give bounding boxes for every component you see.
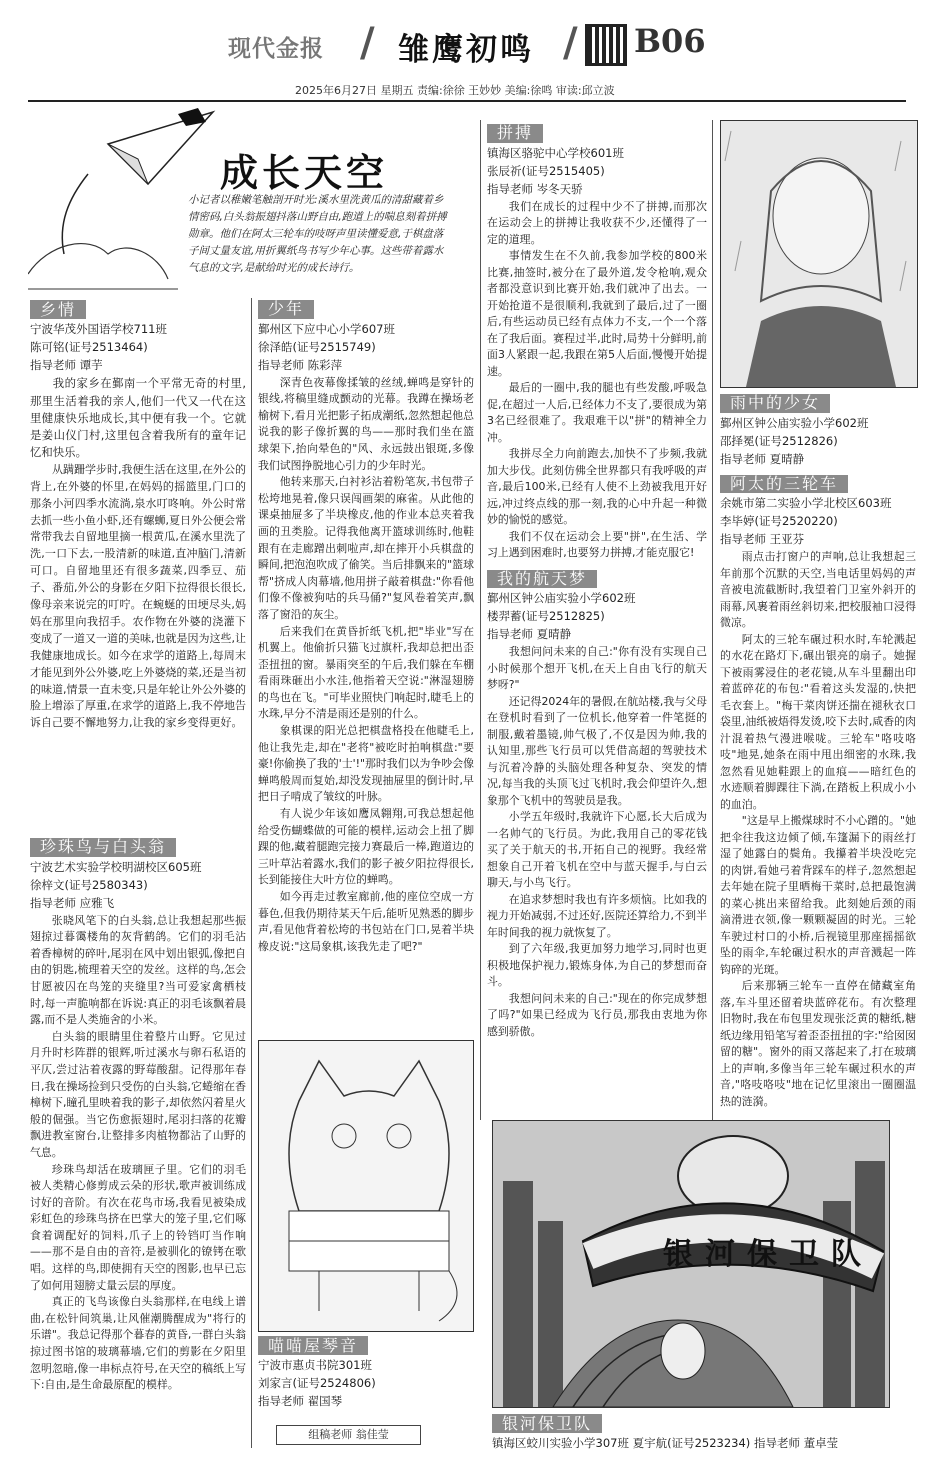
galaxy-guard-drawing	[493, 1121, 889, 1407]
column-3	[487, 122, 707, 1040]
article-paragraph: 到了六年级,我更加努力地学习,同时也更积极地保护视力,锻炼身体,为自己的梦想而奋斗。	[487, 942, 707, 988]
article-author: 陈可铭(证号2513464)	[30, 340, 148, 355]
artwork-cat-piano	[258, 1040, 474, 1332]
article-paragraph: 雨点击打窗户的声响,总让我想起三年前那个沉默的天空,当电话里妈妈的声音被电流截断时,我望着门卫室外斜开的雨幕,风裹着雨丝斜切来,把校服袖口浸得微凉。	[720, 550, 916, 629]
article-teacher: 指导老师 谭芋	[30, 358, 103, 373]
article-paragraph: 象棋课的阳光总把棋盘格投在他睫毛上,他让我先走,却在"老将"被吃时拍响棋盘:"要豪!你偷换了我的'士'!"那时我们以为争吵会像蝉鸣般周而复始,却没发现抽屉里的倒计时,早把日子啃成了皱纹的叶脉。	[258, 724, 474, 804]
artwork-cat-caption	[258, 1334, 474, 1411]
article-paragraph: 有人说少年该如鹰凤翱翔,可我总想起他给受伤蝴蝶做的可能的模样,运动会上扭了脚踝的他,藏着腿跑完接力赛最后一棒,跑道边的三叶草沾着露水,我们的影子被夕阳拉得很长,长到能接住大叶方位的蝉鸣。	[258, 807, 474, 887]
artwork-author: 邵择冕(证号2512826)	[720, 433, 838, 448]
column-1	[30, 298, 246, 732]
article-school: 余姚市第二实验小学北校区603班	[720, 496, 892, 510]
header-rule	[28, 100, 906, 102]
hero-title: 成长天空	[220, 150, 389, 195]
artwork-teacher: 指导老师 夏晴静	[720, 451, 805, 466]
cat-piano-drawing	[259, 1041, 473, 1331]
article-school: 宁波艺术实验学校明湖校区605班	[30, 859, 202, 874]
article-teacher: 指导老师 陈彩萍	[258, 357, 343, 372]
article-author: 李毕婷(证号2520220)	[720, 514, 838, 528]
column-1b	[30, 836, 246, 1394]
column-2	[258, 298, 474, 955]
page-number: B06	[634, 22, 706, 60]
article-author: 张辰祈(证号2515405)	[487, 163, 605, 178]
article-paragraph: 我想问问未来的自己:"现在的你完成梦想了吗?"如果已经成为飞行员,那我由衷地为你感到骄傲。	[487, 991, 707, 1038]
newspaper-name: 现代金报	[228, 36, 324, 62]
hero-banner	[28, 104, 458, 294]
artwork-school: 鄞州区钟公庙实验小学602班	[720, 415, 869, 430]
girl-in-rain-drawing	[721, 121, 917, 387]
article-author: 楼羿蓄(证号2512825)	[487, 609, 605, 623]
article-paragraph: 深青色夜幕像揉皱的丝绒,蝉鸣是穿针的银线,将稿里缝成颤动的光幕。我蹲在操场老榆树下,看月光把影子拓成潮纸,忽然想起他总说我的影子像折翼的鸟——那时我们坐在篮球架下,抬向晕色的"风、永远鼓出银斑,多像我们试图挣脱地心引力的少年时光。	[258, 375, 474, 472]
article-teacher: 指导老师 岑冬天骄	[487, 181, 583, 196]
article-paragraph: 阿太的三轮车碾过积水时,车轮溅起的水花在路灯下,碾出银亮的扇子。她握下被雨雾浸住的老花镜,从车斗里翻出印着蓝碎花的布包:"看着这头发湿的,快把毛衣套上。"梅干菜肉饼还揣在褪秋衣口袋里,油纸被焐得发烫,咬下去时,咸香的肉汁混着热气漫进喉咙。三轮车"咯吱咯吱"地晃,她条在雨中甩出细密的水珠,我忽然看见她鞋跟上的血痕——暗红色的水迹顺着脚踝往下淌,在踏板上积成小小的血泊。	[720, 632, 916, 811]
artwork-teacher: 指导老师 翟国琴	[258, 1394, 343, 1409]
article-paragraph: 他转来那天,白衬衫沾着粉笔灰,书包带子松垮地晃着,像只误闯画架的麻雀。从此他的课桌抽屉多了半块橡皮,他的作业本总夹着我画的丑类脸。记得我他离开篮球训练时,他鞋跟有在走廊蹭出刺啦声,却在摔开小兵棋盘的瞬间,把泡泡吹成了偷笑。当后排飘来的"篮球帮"挤成人肉幕墙,他用拼子敲着棋盘:"你看他们像不像被狗咕的兵马俑?"复风卷着笑声,飘落了窗沿的灰尘。	[258, 475, 474, 621]
artwork-galaxy-caption	[492, 1412, 912, 1453]
article-teacher: 指导老师 王亚芬	[720, 532, 805, 546]
section-title: 雏鹰初鸣	[398, 32, 534, 68]
article-title: 少年	[258, 300, 314, 319]
article-title: 乡情	[30, 300, 86, 319]
artwork-title: 银河保卫队	[492, 1414, 602, 1433]
article-paragraph: 从蹒跚学步时,我便生活在这里,在外公的背上,在外婆的怀里,在妈妈的摇篮里,门口的那条小河四季水流淌,泉水叮咚响。外公时常去抓一些小鱼小虾,还有螺蛳,夏日外公便会常常带我去自留地里摘一根黄瓜,在溪水里洗了洗,一口下去,一股清新的味道,直冲脑门,清新可口。自留地里还有很多蔬菜,四季豆、茄子、番茄,外公的身影在夕阳下拉得很长很长,像母亲来说完的叮咛。在蜿蜒的田埂尽头,妈妈在那里向我招手。农作物在外婆的浇灌下变成了一道又一道的美味,也就是因为这些,让我健康地成长。如今在求学的道路上,每周末才能见到外公外婆,吃上外婆烧的菜,还是当初的味道,情景一直未变,只是年轮让外公外婆的脸上增添了厚重,在求学的道路上,我不停地告诉自己要不懈地努力,让我的家乡变得更好。	[30, 462, 246, 730]
article-paragraph: 在追求梦想时我也有许多烦恼。比如我的视力开始减弱,不过还好,医院还算给力,不到半年时间我的视力就恢复了。	[487, 892, 707, 939]
article-school: 鄞州区下应中心小学607班	[258, 321, 395, 336]
article-paragraph: 我的家乡在鄞南一个平常无奇的村里,那里生活着我的亲人,他们一代又一代在这里健康快乐地成长,其中便有我一个。它就是姜山仪门村,这里包含着我所有的童年记忆和快乐。	[30, 376, 246, 460]
article-title: 拼搏	[487, 124, 543, 143]
hero-intro: 小记者以稚嫩笔触剖开时光:溪水里洗黄瓜的清甜藏着乡情密码,白头翁振翅抖落山野自由,跑道上的喘息刻着拼搏勋章。他们在阿太三轮车的吱呀声里读懂爱意,于棋盘落子间丈量友谊,用折翼纸鸟书写少年心事。这些带着露水气息的文字,是献给时光的成长诗行。	[188, 194, 447, 274]
article-paragraph: 白头翁的眼睛里住着整片山野。它见过月升时杉阵群的银辉,听过溪水与卵石私语的平仄,尝过沾着夜露的野莓酸甜。记得那年春日,我在操场捡到只受伤的白头翁,它蜷缩在香樟树下,瞳孔里映着我的影子,却依然闪着星火般的倔强。当它伤愈振翅时,尾羽扫落的花瓣飘进教室窗台,让整排多肉植物都沾了山野的气息。	[30, 1029, 246, 1159]
article-teacher: 指导老师 应雅飞	[30, 895, 115, 910]
article-title: 珍珠鸟与白头翁	[30, 838, 176, 857]
article-paragraph: 小学五年级时,我就许下心愿,长大后成为一名帅气的飞行员。为此,我用自己的零花钱买了关于航天的书,开拓自己的视野。我经常想象自己开着飞机在空中与蓝天握手,与白云聊天,与小鸟飞行。	[487, 810, 707, 889]
article-school: 镇海区骆驼中心学校601班	[487, 145, 624, 160]
artwork-galaxy-guard	[492, 1120, 890, 1408]
column-divider	[712, 120, 713, 1120]
column-divider	[480, 120, 481, 1120]
article-paragraph: 珍珠鸟却活在玻璃匣子里。它们的羽毛被人类精心修剪成云朵的形状,歌声被训练成讨好的音阶。有次在花鸟市场,我看见被染成彩虹色的珍珠鸟挤在巴掌大的笼子里,它们啄食着调配好的饲料,爪子上的铃铛叮当作响——那不是自由的音符,是被驯化的镣铐在歌唱。这样的鸟,即使拥有天空的图影,也早已忘了如何用翅膀丈量云层的厚度。	[30, 1162, 246, 1292]
ufo-banner-text: 银河保卫队	[663, 1237, 873, 1272]
qr-code-icon	[585, 24, 627, 66]
artwork-girl-rain	[720, 120, 918, 388]
artwork-caption: 镇海区蛟川实验小学307班 夏宇航(证号2523234) 指导老师 董卓莹	[492, 1436, 839, 1451]
article-paragraph: "这是早上搬煤球时不小心蹭的。"她把伞往我这边倾了倾,车篷漏下的雨丝打湿了她露白的鬓角。我攥着半块没吃完的肉饼,看她弓着背踩车的样子,忽然想起去年她在院子里晒梅干菜时,总把最饱满的菜心挑出来留给我。此刻她后颈的雨滴滑进衣领,像一颗颗凝固的时光。三轮车驶过村口的小桥,后视镜里那座摇摇欲坠的雨伞,车轮碾过积水的声音溅起一阵钩碎的光斑。	[720, 814, 916, 976]
article-paragraph: 我拼尽全力向前跑去,加快不了步频,我就加大步伐。此刻仿佛全世界都只有我呼吸的声音,最后100米,已经有人使不上劲被我甩开好远,冲过终点线的那一刻,我的心中升起一种微妙的愉悦的感觉。	[487, 447, 707, 526]
artwork-school: 宁波市惠贞书院301班	[258, 1358, 372, 1373]
column-divider	[251, 298, 252, 1448]
article-paragraph: 最后的一圈中,我的腿也有些发酸,呼吸急促,在超过一人后,已经体力不支了,要很成为第3名已经很难了。我艰难干以"拼"的精神全力冲。	[487, 381, 707, 444]
article-author: 徐泽皓(证号2515749)	[258, 339, 376, 354]
article-paragraph: 如今再走过教室廊前,他的座位空成一方暮色,但我仍期待某天午后,能听见熟悉的脚步声,看见他背着松垮的书包站在门口,晃着半块橡皮说:"这局象棋,该我先走了吧?"	[258, 890, 474, 953]
article-title: 我的航天梦	[487, 570, 597, 589]
artwork-author: 刘家言(证号2524806)	[258, 1376, 376, 1391]
article-author: 徐梓文(证号2580343)	[30, 877, 148, 892]
article-paragraph: 后来那辆三轮车一直停在储藏室角落,车斗里还留着块蓝碎花布。有次整理旧物时,我在布包里发现张泛黄的糖纸,糖纸边缘用铅笔写着歪歪扭扭的字:"给囡囡留的糖"。窗外的雨又落起来了,打在玻璃上的声响,多像当年三轮车碾过积水的声音,"咯吱咯吱"地在记忆里滚出一圈圈温热的涟漪。	[720, 979, 916, 1108]
masthead	[0, 0, 934, 80]
masthead-divider: /	[563, 20, 578, 66]
artwork-title: 雨中的少女	[720, 394, 830, 413]
masthead-divider: /	[360, 20, 375, 66]
dateline: 2025年6月27日 星期五 责编:徐徐 王妙妙 美编:徐鸣 审读:邱立波	[295, 84, 615, 97]
article-title: 阿太的三轮车	[720, 475, 848, 494]
article-school: 鄞州区钟公庙实验小学602班	[487, 591, 636, 605]
article-paragraph: 我们不仅在运动会上要"拼",在生活、学习上遇到困难时,也要努力拼搏,才能克服它!	[487, 529, 707, 559]
article-paragraph: 张晓风笔下的白头翁,总让我想起那些振翅掠过暮霭楼角的灰背鹤鸽。它们的羽毛沾着香樟树的碎叶,尾羽在风中划出银弧,像把自由的钥匙,梳理着天空的发丝。这样的鸟,怎会甘愿被囚在鸟笼的夹缝里?当可爱家禽栖枝时,每一声脆响都在诉说:真正的羽毛该飘着晨露,而不是人类施舍的小米。	[30, 913, 246, 1027]
article-paragraph: 真正的飞鸟该像白头翁那样,在电线上谱曲,在松针间筑巢,让风催潮腾醒成为"将行的乐谱"。我总记得那个暮春的黄昏,一群白头翁掠过图书馆的玻璃幕墙,它们的剪影在夕阳里忽明忽暗,像一串标点符号,在天空的稿纸上写下:自由,是生命最原配的模样。	[30, 1295, 246, 1392]
article-teacher: 指导老师 夏晴静	[487, 627, 572, 641]
column-4	[720, 392, 916, 1110]
artwork-title: 喵喵屋琴音	[258, 1336, 368, 1355]
editor-credit: 组稿老师 翁佳莹	[276, 1425, 421, 1445]
article-paragraph: 还记得2024年的暑假,在航站楼,我与父母在登机时看到了一位机长,他穿着一件笔挺的制服,戴着墨镜,帅气极了,不仅是因为帅,我的认知里,那些飞行员可以凭借高超的驾驶技术与沉着冷静的头脑处理各种复杂、突发的情况,每当我的头顶飞过飞机时,我会仰望许久,想象那个飞机中的驾驶员是我。	[487, 694, 707, 807]
article-paragraph: 我们在成长的过程中少不了拼搏,而那次在运动会上的拼搏让我收获不少,还懂得了一定的道理。	[487, 199, 707, 246]
article-school: 宁波华茂外国语学校711班	[30, 322, 167, 337]
article-paragraph: 我想问问未来的自己:"你有没有实现自己小时候那个想开飞机,在天上自由飞行的航天梦呀?"	[487, 645, 707, 691]
article-paragraph: 后来我们在黄昏折纸飞机,把"毕业"写在机翼上。他偷折只猫飞过旗杆,我却总把出歪歪扭扭的窗。暴雨突至的午后,我们躲在车棚看雨珠砸出小水洼,他指着天空说:"淋湿翅膀的鸟也在飞。"可毕业照快门响起时,睫毛上的水珠,早分不清是雨还是别的什么。	[258, 624, 474, 721]
article-paragraph: 事情发生在不久前,我参加学校的800米比赛,抽签时,被分在了最外道,发令枪响,观众者都没意识到比赛开始,我们就冲了出去。一开始抢道不是很顺利,我就到了最后,过了一圈后,有些运动员已经有点体力不支,一个一个落在了我后面。赛程过半,此时,局势十分鲜明,前面3人紧跟一起,我跟在第5人后面,慢慢开始提速。	[487, 249, 707, 378]
